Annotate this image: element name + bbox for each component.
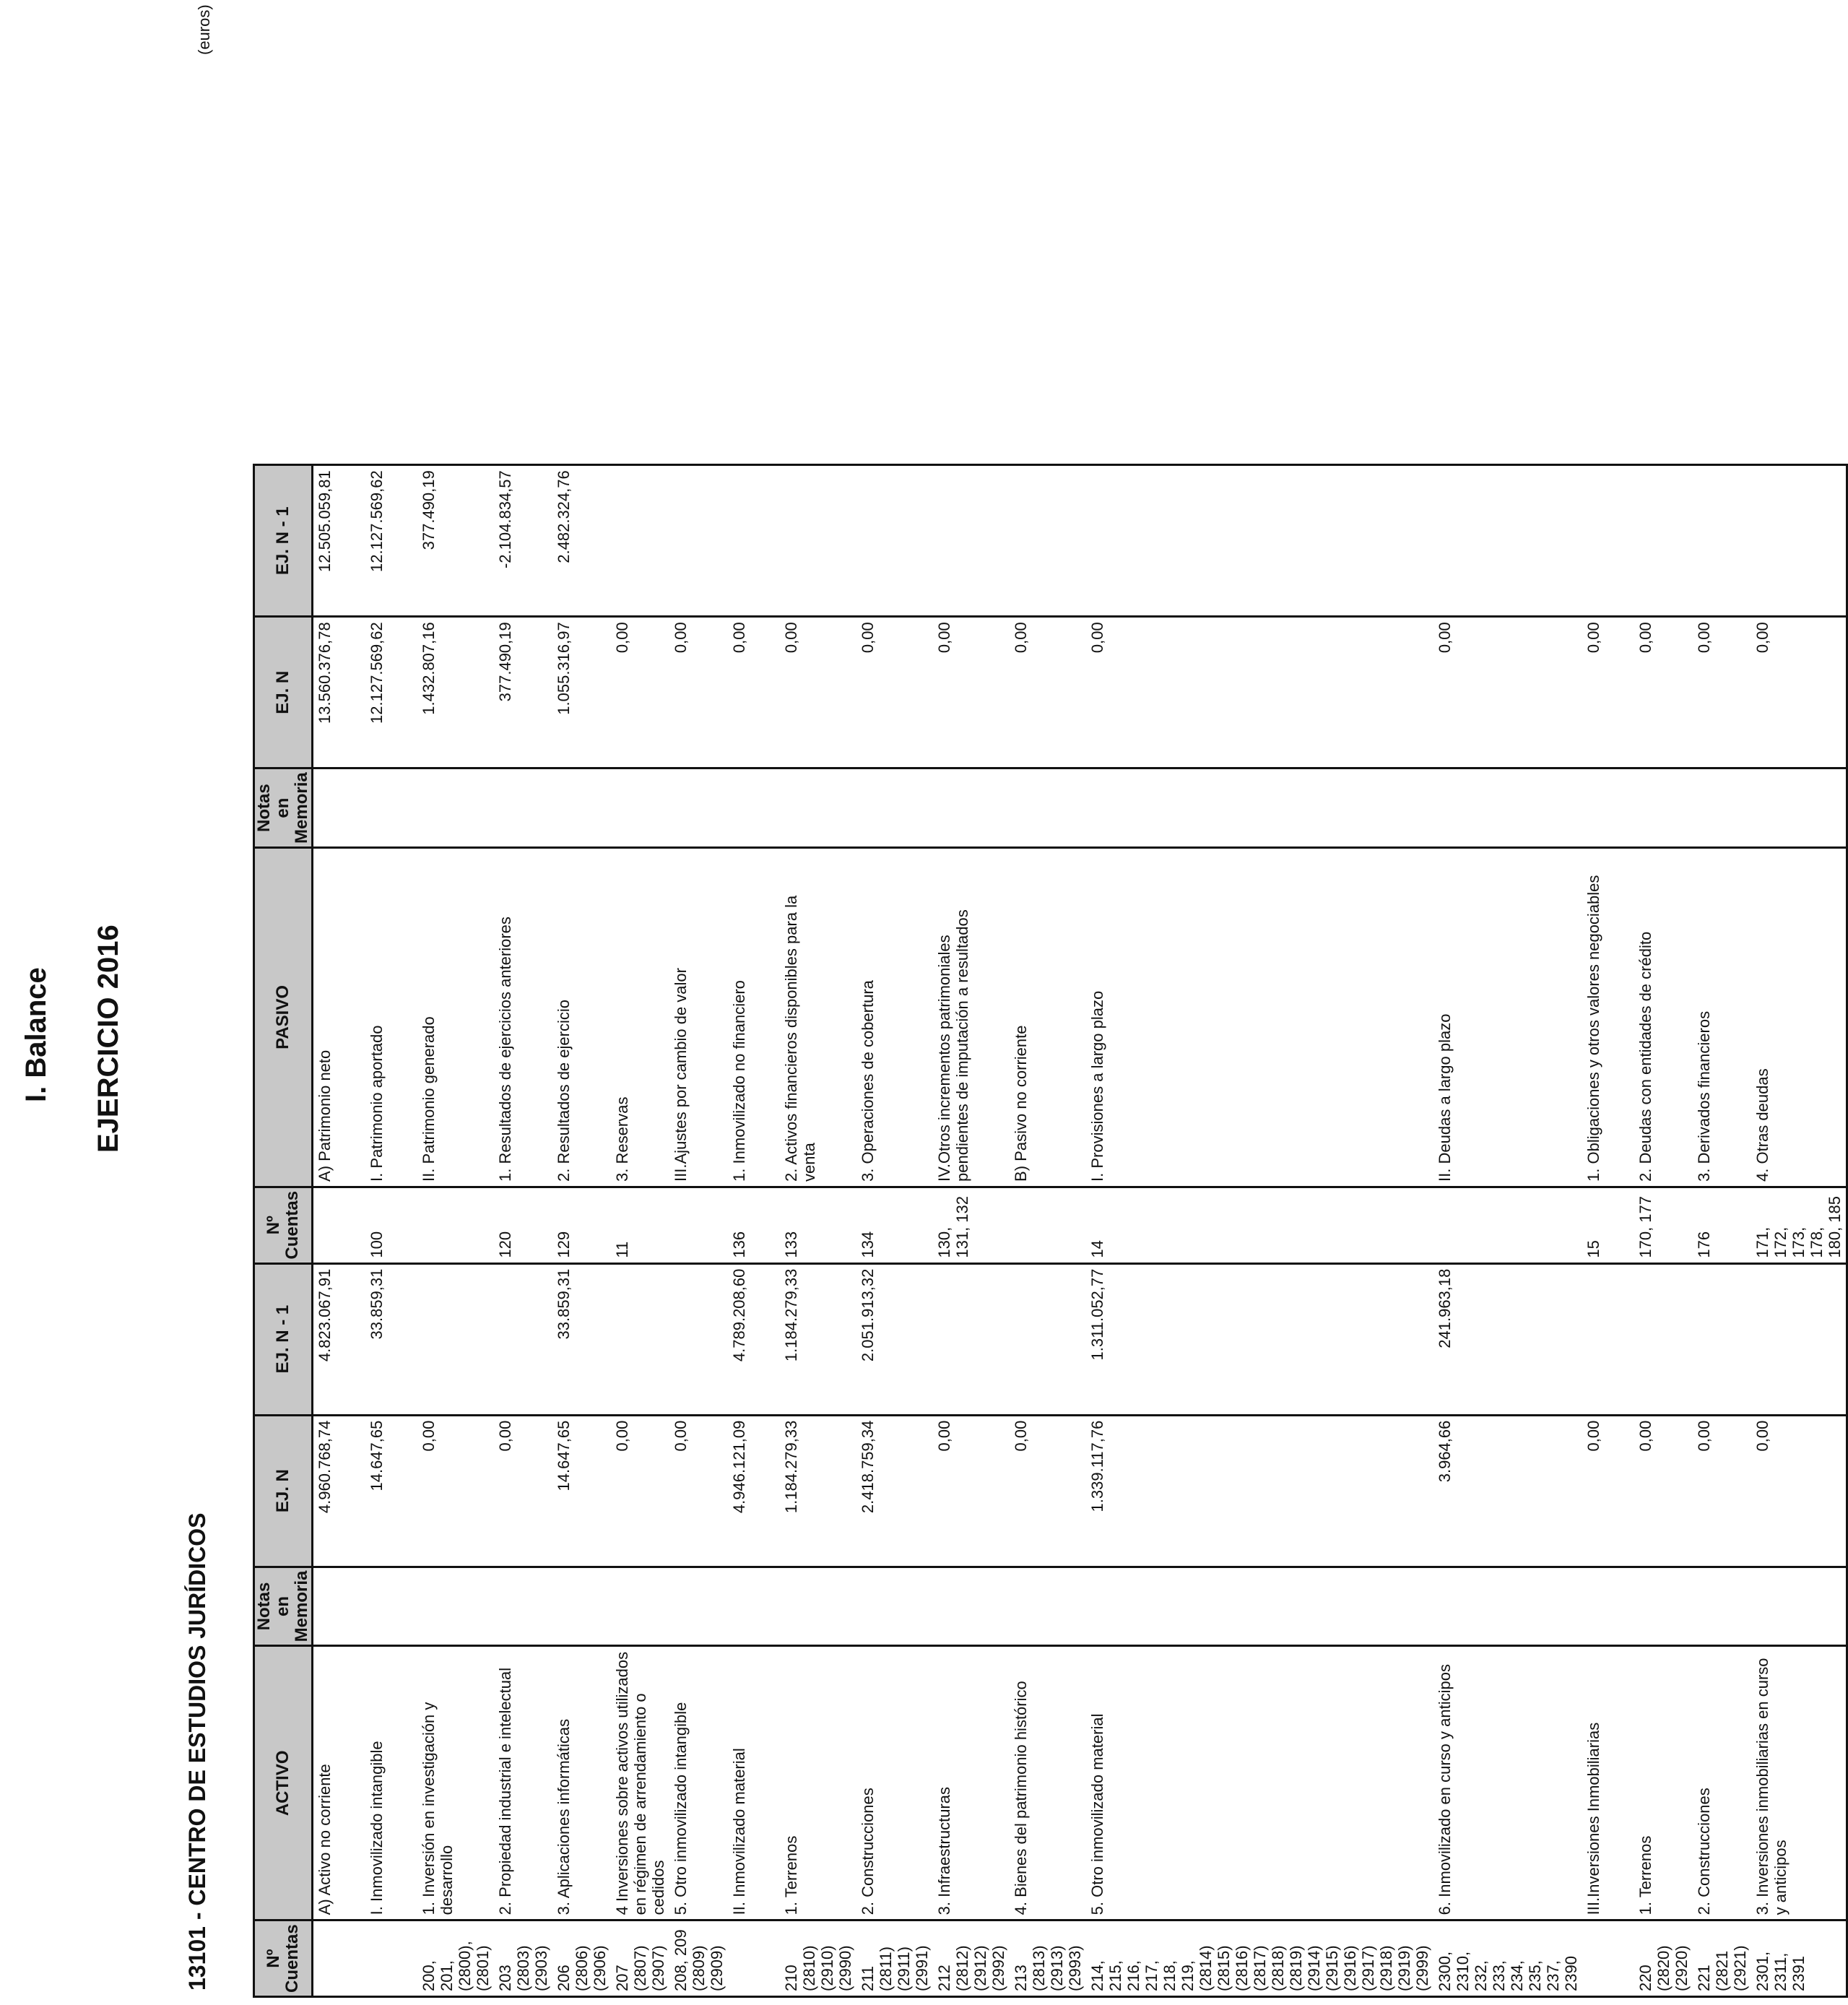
value-ej-n-pasivo: 13.560.376,78 [313, 617, 366, 768]
notes-pasivo [552, 768, 611, 848]
account-code-pasivo: 171, 172, 173, 178, 180, 185 [1751, 1187, 1847, 1263]
table-row [856, 465, 933, 1997]
value-ej-n1-pasivo [1010, 465, 1086, 617]
value-ej-n-activo: 1.184.279,33 [780, 1415, 856, 1567]
table-row [933, 465, 1010, 1997]
account-code-activo [1582, 1920, 1634, 1997]
activo-label: 4. Bienes del patrimonio histórico [1010, 1646, 1086, 1920]
value-ej-n-pasivo: 0,00 [933, 617, 1010, 768]
header-cuentas-activo: Nº Cuentas [254, 1920, 313, 1997]
activo-label: A) Activo no corriente [313, 1646, 366, 1920]
notes-activo [728, 1567, 780, 1646]
notes-activo [611, 1567, 669, 1646]
pasivo-label: I. Provisiones a largo plazo [1086, 847, 1433, 1187]
value-ej-n-activo: 1.339.117,76 [1086, 1415, 1433, 1567]
value-ej-n-pasivo: 1.055.316,97 [552, 617, 611, 768]
notes-activo [1010, 1567, 1086, 1646]
value-ej-n-pasivo: 0,00 [611, 617, 669, 768]
header-activo: ACTIVO [254, 1646, 313, 1920]
value-ej-n-activo: 4.960.768,74 [313, 1415, 366, 1567]
account-code-activo [313, 1920, 366, 1997]
activo-label: 2. Construcciones [856, 1646, 933, 1920]
pasivo-label: 1. Inmovilizado no financiero [728, 847, 780, 1187]
account-code-activo: 2300, 2310, 232, 233, 234, 235, 237, 2390 [1433, 1920, 1582, 1997]
notes-activo [856, 1567, 933, 1646]
activo-label: II. Inmovilizado material [728, 1646, 780, 1920]
value-ej-n1-pasivo: 377.490,19 [417, 465, 494, 617]
activo-label: III.Inversiones Inmobiliarias [1582, 1646, 1634, 1920]
value-ej-n-activo: 14.647,65 [552, 1415, 611, 1567]
value-ej-n1-pasivo [1751, 465, 1847, 617]
value-ej-n-activo: 0,00 [1751, 1415, 1847, 1567]
pasivo-label: III.Ajustes por cambio de valor [669, 847, 728, 1187]
value-ej-n-activo: 0,00 [933, 1415, 1010, 1567]
value-ej-n1-activo [1693, 1263, 1751, 1415]
notes-activo [1086, 1567, 1433, 1646]
value-ej-n1-pasivo [780, 465, 856, 617]
value-ej-n-activo: 4.946.121,09 [728, 1415, 780, 1567]
value-ej-n1-activo: 2.051.913,32 [856, 1263, 933, 1415]
notes-pasivo [1582, 768, 1634, 848]
account-code-activo: 207 (2807) (2907) [611, 1920, 669, 1997]
activo-label: 1. Inversión en investigación y desarrollo [417, 1646, 494, 1920]
activo-label: 5. Otro inmovilizado intangible [669, 1646, 728, 1920]
value-ej-n-pasivo: 0,00 [1582, 617, 1634, 768]
value-ej-n-activo: 0,00 [417, 1415, 494, 1567]
pasivo-label: 3. Derivados financieros [1693, 847, 1751, 1187]
account-code-pasivo: 14 [1086, 1187, 1433, 1263]
activo-label: 1. Terrenos [780, 1646, 856, 1920]
notes-pasivo [417, 768, 494, 848]
value-ej-n-pasivo: 0,00 [1634, 617, 1693, 768]
account-code-activo: 208, 209 (2809) (2909) [669, 1920, 728, 1997]
notes-pasivo [728, 768, 780, 848]
table-row [1086, 465, 1433, 1997]
table-row [1010, 465, 1086, 1997]
header-ej-n-pasivo: EJ. N [254, 617, 313, 768]
value-ej-n1-activo [1634, 1263, 1693, 1415]
table-row [494, 465, 552, 1997]
account-code-activo: 212 (2812) (2912) (2992) [933, 1920, 1010, 1997]
value-ej-n1-pasivo [933, 465, 1010, 617]
activo-label: I. Inmovilizado intangible [365, 1646, 417, 1920]
account-code-pasivo [1433, 1187, 1582, 1263]
account-code-activo: 211 (2811) (2911) (2991) [856, 1920, 933, 1997]
notes-pasivo [1693, 768, 1751, 848]
account-code-pasivo: 176 [1693, 1187, 1751, 1263]
notes-activo [1751, 1567, 1847, 1646]
notes-pasivo [1010, 768, 1086, 848]
activo-label: 4 Inversiones sobre activos utilizados en régimen de arrendamiento o cedidos [611, 1646, 669, 1920]
value-ej-n1-pasivo: 12.505.059,81 [313, 465, 366, 617]
account-code-pasivo: 170, 177 [1634, 1187, 1693, 1263]
pasivo-label: 3. Operaciones de cobertura [856, 847, 933, 1187]
value-ej-n1-activo: 241.963,18 [1433, 1263, 1582, 1415]
notes-pasivo [611, 768, 669, 848]
account-code-pasivo: 129 [552, 1187, 611, 1263]
value-ej-n-pasivo: 0,00 [856, 617, 933, 768]
pasivo-label: II. Patrimonio generado [417, 847, 494, 1187]
notes-activo [313, 1567, 366, 1646]
value-ej-n1-pasivo [669, 465, 728, 617]
value-ej-n-activo: 0,00 [1693, 1415, 1751, 1567]
account-code-activo: 210 (2810) (2910) (2990) [780, 1920, 856, 1997]
value-ej-n1-activo [1010, 1263, 1086, 1415]
value-ej-n1-pasivo [728, 465, 780, 617]
value-ej-n-pasivo: 0,00 [1433, 617, 1582, 768]
notes-activo [1634, 1567, 1693, 1646]
account-code-pasivo: 130, 131, 132 [933, 1187, 1010, 1263]
value-ej-n1-pasivo: -2.104.834,57 [494, 465, 552, 617]
value-ej-n1-pasivo [1634, 465, 1693, 617]
header-ej-n1-pasivo: EJ. N - 1 [254, 465, 313, 617]
value-ej-n1-activo: 1.311.052,77 [1086, 1263, 1433, 1415]
activo-label: 1. Terrenos [1634, 1646, 1693, 1920]
value-ej-n-pasivo: 12.127.569,62 [365, 617, 417, 768]
account-code-pasivo: 136 [728, 1187, 780, 1263]
table-header-row [254, 465, 313, 1997]
notes-pasivo [1086, 768, 1433, 848]
value-ej-n1-pasivo [1086, 465, 1433, 617]
pasivo-label: 2. Activos financieros disponibles para la venta [780, 847, 856, 1187]
value-ej-n-activo: 14.647,65 [365, 1415, 417, 1567]
notes-pasivo [365, 768, 417, 848]
value-ej-n1-activo [611, 1263, 669, 1415]
account-code-pasivo: 134 [856, 1187, 933, 1263]
notes-activo [494, 1567, 552, 1646]
table-row [365, 465, 417, 1997]
value-ej-n1-activo: 4.789.208,60 [728, 1263, 780, 1415]
notes-pasivo [933, 768, 1010, 848]
value-ej-n1-pasivo [1582, 465, 1634, 617]
value-ej-n1-activo [494, 1263, 552, 1415]
notes-activo [365, 1567, 417, 1646]
notes-activo [933, 1567, 1010, 1646]
value-ej-n-activo: 2.418.759,34 [856, 1415, 933, 1567]
table-row [313, 465, 366, 1997]
account-code-activo: 213 (2813) (2913) (2993) [1010, 1920, 1086, 1997]
notes-pasivo [313, 768, 366, 848]
activo-label: 2. Propiedad industrial e intelectual [494, 1646, 552, 1920]
header-notas-activo: Notas en Memoria [254, 1567, 313, 1646]
value-ej-n-pasivo: 0,00 [1010, 617, 1086, 768]
table-row [1693, 465, 1751, 1997]
account-code-activo: 214, 215, 216, 217, 218, 219, (2814) (2815) (2816) (2817) (2818) (2819) (2914) (2915) (2916) (2917) (2918) (2919) (2999) [1086, 1920, 1433, 1997]
account-code-pasivo: 11 [611, 1187, 669, 1263]
account-code-pasivo: 15 [1582, 1187, 1634, 1263]
value-ej-n1-activo [417, 1263, 494, 1415]
value-ej-n-activo: 0,00 [1582, 1415, 1634, 1567]
pasivo-label: 1. Resultados de ejercicios anteriores [494, 847, 552, 1187]
value-ej-n-activo: 0,00 [1634, 1415, 1693, 1567]
activo-label: 3. Inversiones inmobiliarias en curso y anticipos [1751, 1646, 1847, 1920]
account-code-activo: 206 (2806) (2906) [552, 1920, 611, 1997]
account-code-activo: 203 (2803) (2903) [494, 1920, 552, 1997]
value-ej-n-pasivo: 0,00 [1086, 617, 1433, 768]
table-row [780, 465, 856, 1997]
account-code-pasivo [417, 1187, 494, 1263]
notes-pasivo [669, 768, 728, 848]
account-code-pasivo [669, 1187, 728, 1263]
notes-activo [780, 1567, 856, 1646]
value-ej-n1-activo [933, 1263, 1010, 1415]
header-pasivo: PASIVO [254, 847, 313, 1187]
account-code-activo [365, 1920, 417, 1997]
account-code-pasivo: 133 [780, 1187, 856, 1263]
notes-activo [1693, 1567, 1751, 1646]
value-ej-n-activo: 0,00 [494, 1415, 552, 1567]
value-ej-n-activo: 0,00 [1010, 1415, 1086, 1567]
balance-table [253, 464, 1848, 1998]
report-title: I. Balance [20, 967, 52, 1102]
activo-label: 5. Otro inmovilizado material [1086, 1646, 1433, 1920]
value-ej-n-pasivo: 0,00 [669, 617, 728, 768]
account-code-activo: 2301, 2311, 2391 [1751, 1920, 1847, 1997]
entity-title: 13101 - CENTRO DE ESTUDIOS JURÍDICOS [184, 1512, 210, 1991]
value-ej-n1-activo: 4.823.067,91 [313, 1263, 366, 1415]
exercise-title: EJERCICIO 2016 [92, 924, 124, 1153]
activo-label: 3. Aplicaciones informáticas [552, 1646, 611, 1920]
value-ej-n-pasivo: 0,00 [1751, 617, 1847, 768]
value-ej-n1-pasivo [1693, 465, 1751, 617]
currency-unit-label: (euros) [195, 4, 213, 55]
header-ej-n-activo: EJ. N [254, 1415, 313, 1567]
notes-pasivo [494, 768, 552, 848]
value-ej-n1-pasivo: 2.482.324,76 [552, 465, 611, 617]
table-row [1634, 465, 1693, 1997]
value-ej-n1-activo: 1.184.279,33 [780, 1263, 856, 1415]
account-code-pasivo: 120 [494, 1187, 552, 1263]
value-ej-n1-activo: 33.859,31 [552, 1263, 611, 1415]
table-row [1582, 465, 1634, 1997]
value-ej-n-activo: 0,00 [669, 1415, 728, 1567]
value-ej-n1-activo [1582, 1263, 1634, 1415]
pasivo-label: 3. Reservas [611, 847, 669, 1187]
notes-pasivo [1751, 768, 1847, 848]
value-ej-n1-activo: 33.859,31 [365, 1263, 417, 1415]
notes-activo [552, 1567, 611, 1646]
pasivo-label: 1. Obligaciones y otros valores negociables [1582, 847, 1634, 1187]
header-cuentas-pasivo: Nº Cuentas [254, 1187, 313, 1263]
activo-label: 3. Infraestructuras [933, 1646, 1010, 1920]
notes-activo [669, 1567, 728, 1646]
pasivo-label: B) Pasivo no corriente [1010, 847, 1086, 1187]
value-ej-n1-pasivo [611, 465, 669, 617]
table-body [313, 465, 1847, 1997]
table-row [611, 465, 669, 1997]
table-row [417, 465, 494, 1997]
pasivo-label: IV.Otros incrementos patrimoniales pendientes de imputación a resultados [933, 847, 1010, 1187]
account-code-pasivo [313, 1187, 366, 1263]
table-row [1433, 465, 1582, 1997]
table-row [669, 465, 728, 1997]
value-ej-n1-pasivo: 12.127.569,62 [365, 465, 417, 617]
account-code-activo: 200, 201, (2800), (2801) [417, 1920, 494, 1997]
value-ej-n-pasivo: 0,00 [728, 617, 780, 768]
value-ej-n-pasivo: 0,00 [1693, 617, 1751, 768]
pasivo-label: A) Patrimonio neto [313, 847, 366, 1187]
notes-pasivo [1634, 768, 1693, 848]
account-code-pasivo [1010, 1187, 1086, 1263]
pasivo-label: 4. Otras deudas [1751, 847, 1847, 1187]
value-ej-n1-activo [1751, 1263, 1847, 1415]
header-ej-n1-activo: EJ. N - 1 [254, 1263, 313, 1415]
account-code-activo [728, 1920, 780, 1997]
account-code-pasivo: 100 [365, 1187, 417, 1263]
notes-pasivo [1433, 768, 1582, 848]
value-ej-n-pasivo: 1.432.807,16 [417, 617, 494, 768]
value-ej-n-activo: 3.964,66 [1433, 1415, 1582, 1567]
notes-pasivo [780, 768, 856, 848]
notes-activo [417, 1567, 494, 1646]
value-ej-n1-pasivo [856, 465, 933, 617]
value-ej-n-pasivo: 377.490,19 [494, 617, 552, 768]
notes-pasivo [856, 768, 933, 848]
table-row [1751, 465, 1847, 1997]
notes-activo [1433, 1567, 1582, 1646]
pasivo-label: II. Deudas a largo plazo [1433, 847, 1582, 1187]
header-notas-pasivo: Notas en Memoria [254, 768, 313, 848]
activo-label: 2. Construcciones [1693, 1646, 1751, 1920]
pasivo-label: I. Patrimonio aportado [365, 847, 417, 1187]
value-ej-n-activo: 0,00 [611, 1415, 669, 1567]
activo-label: 6. Inmovilizado en curso y anticipos [1433, 1646, 1582, 1920]
value-ej-n1-activo [669, 1263, 728, 1415]
table-row [728, 465, 780, 1997]
pasivo-label: 2. Deudas con entidades de crédito [1634, 847, 1693, 1187]
value-ej-n1-pasivo [1433, 465, 1582, 617]
account-code-activo: 220 (2820) (2920) [1634, 1920, 1693, 1997]
pasivo-label: 2. Resultados de ejercicio [552, 847, 611, 1187]
table-row [552, 465, 611, 1997]
account-code-activo: 221 (2821 (2921) [1693, 1920, 1751, 1997]
value-ej-n-pasivo: 0,00 [780, 617, 856, 768]
notes-activo [1582, 1567, 1634, 1646]
